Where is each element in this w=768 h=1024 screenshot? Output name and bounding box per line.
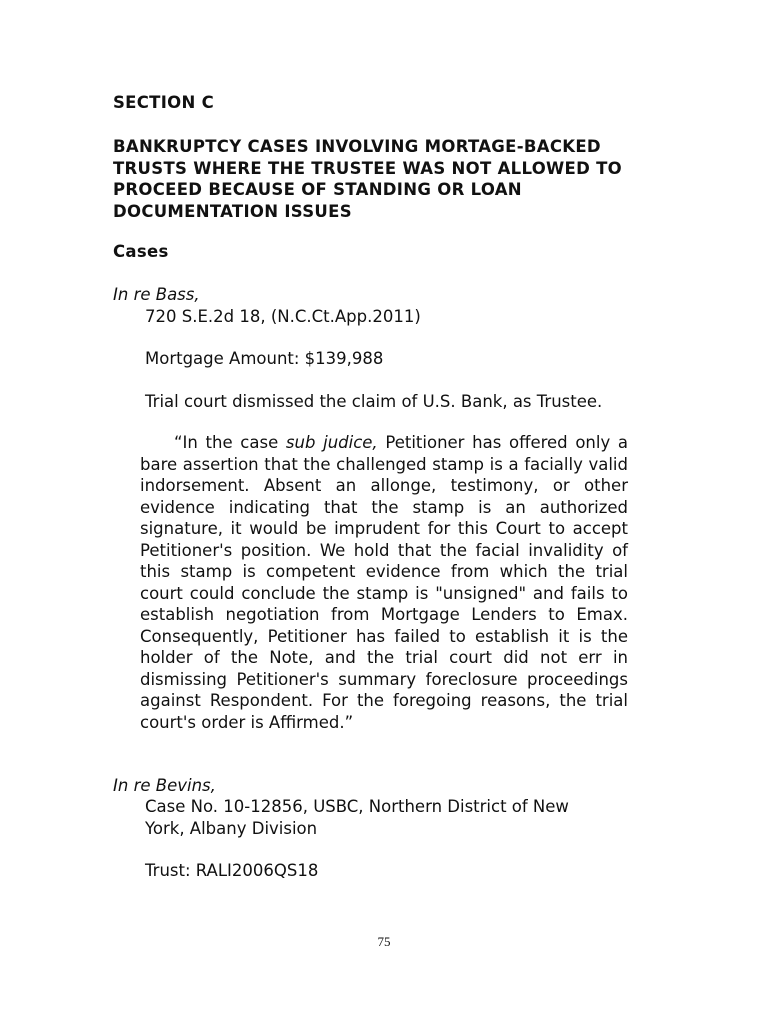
quote-open: “In the case <box>174 433 286 452</box>
section-label: SECTION C <box>113 93 215 112</box>
quote-italic: sub judice, <box>285 433 378 452</box>
heading-line: DOCUMENTATION ISSUES <box>113 201 352 221</box>
page-number: 75 <box>377 934 391 949</box>
heading-line: TRUSTS WHERE THE TRUSTEE WAS NOT ALLOWED TO <box>113 158 623 178</box>
trust-id: Trust: RALI2006QS18 <box>145 861 319 880</box>
mortgage-amount: Mortgage Amount: $139,988 <box>145 349 384 368</box>
section-heading <box>113 136 673 222</box>
court-quote-text <box>140 432 628 733</box>
case-number-line1: Case No. 10-12856, USBC, Northern District of New <box>145 797 569 816</box>
heading-line: BANKRUPTCY CASES INVOLVING MORTAGE-BACKED <box>113 137 601 156</box>
court-quote <box>140 432 628 733</box>
case-note-bass: Trial court dismissed the claim of U.S. Bank, as Trustee. <box>145 392 603 411</box>
case-citation-bass: 720 S.E.2d 18, (N.C.Ct.App.2011) <box>145 307 421 326</box>
cases-subheading: Cases <box>113 242 169 261</box>
heading-line: PROCEED BECAUSE OF STANDING OR LOAN <box>113 180 522 199</box>
case-number-line2: York, Albany Division <box>145 819 318 838</box>
quote-body: Petitioner has offered only a bare assertion that the challenged stamp is a facially valid indorsement. Absent an allonge, testimony, or other evidence indicating that the stamp is an authorized signature, it would be imprudent for this Court to accept Petitioner's position. We hold that the facial invalidity of this stamp is competent evidence from which the trial court could conclude the stamp is "unsigned" and fails to establish negotiation from Mortgage Lenders to Emax. Consequently, Petitioner has failed to establish it is the holder of the Note, and the trial court did not err in dismissing Petitioner's summary foreclosure proceedings against Respondent. For the foregoing reasons, the trial court's order is Affirmed.” <box>140 433 629 732</box>
case-name-bevins: In re Bevins, <box>113 776 216 795</box>
case-name-bass: In re Bass, <box>113 285 200 304</box>
